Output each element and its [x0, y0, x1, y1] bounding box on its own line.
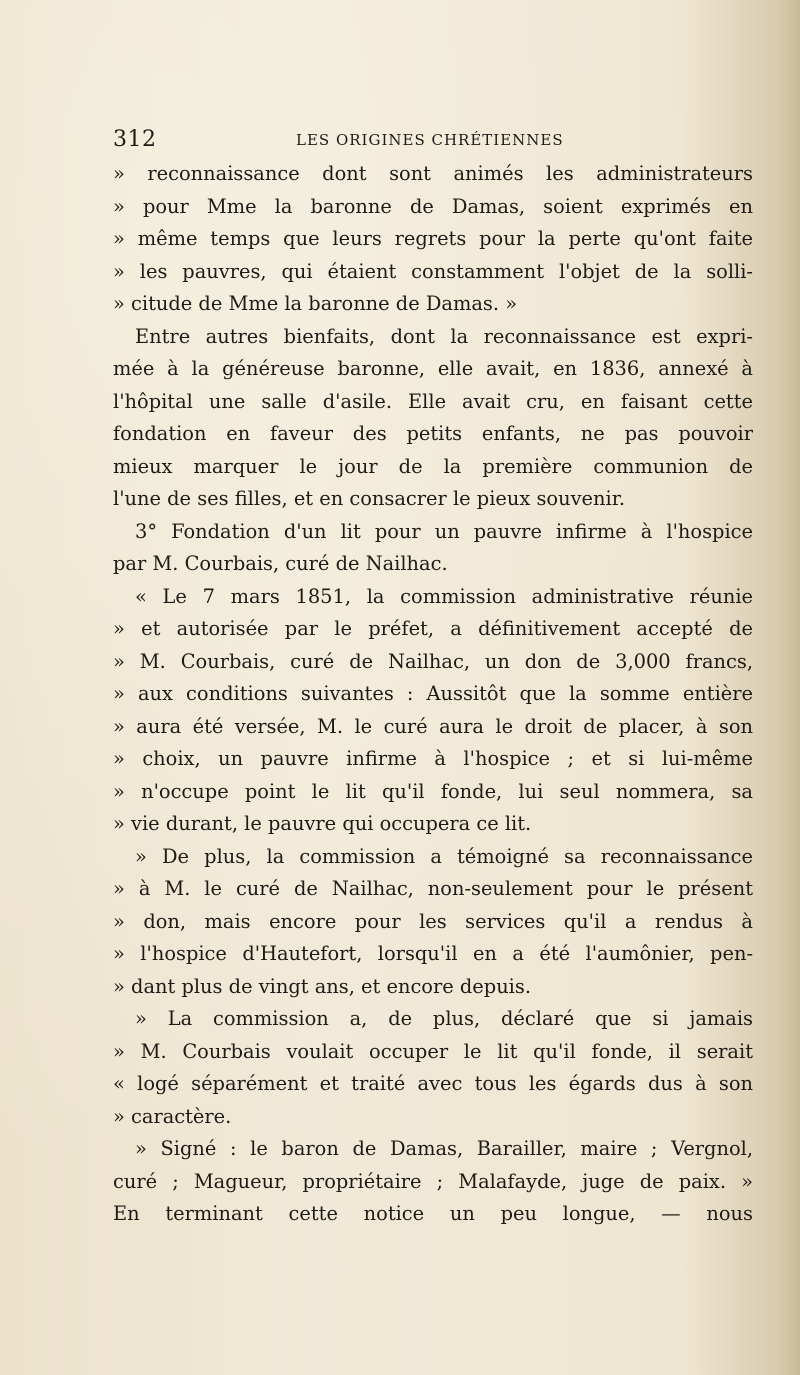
body-text	[113, 158, 753, 1231]
text-line: En terminant cette notice un peu longue, — nous	[113, 1202, 753, 1225]
text-line: » même temps que leurs regrets pour la perte qu'ont faite	[113, 227, 753, 250]
text-line: » Signé : le baron de Damas, Barailler, maire ; Vergnol,	[135, 1137, 753, 1160]
text-line: l'hôpital une salle d'asile. Elle avait cru, en faisant cette	[113, 389, 753, 413]
text-line: l'une de ses filles, et en consacrer le pieux souvenir.	[113, 487, 626, 510]
text-line: » De plus, la commission a témoigné sa reconnaissance	[135, 844, 753, 868]
text-line: » M. Courbais voulait occuper le lit qu'il fonde, il serait	[113, 1039, 753, 1063]
text-line: » dant plus de vingt ans, et encore depuis.	[113, 974, 531, 998]
text-line: » les pauvres, qui étaient constamment l'objet de la solli-	[113, 259, 753, 283]
text-line: « logé séparément et traité avec tous les égards dus à son	[113, 1072, 753, 1095]
text-line: 3° Fondation d'un lit pour un pauvre infirme à l'hospice	[135, 519, 753, 543]
text-line: » pour Mme la baronne de Damas, soient exprimés en	[113, 194, 753, 218]
running-head: LES ORIGINES CHRÉTIENNES	[296, 131, 564, 149]
text-line: curé ; Magueur, propriétaire ; Malafayde, juge de paix. »	[113, 1169, 753, 1193]
text-line: » La commission a, de plus, déclaré que si jamais	[135, 1007, 753, 1030]
text-line: » caractère.	[113, 1104, 232, 1128]
text-line: Entre autres bienfaits, dont la reconnaissance est expri-	[135, 324, 753, 348]
page-header	[113, 127, 753, 153]
text-line: » choix, un pauvre infirme à l'hospice ; et si lui-même	[113, 747, 753, 770]
text-line: » M. Courbais, curé de Nailhac, un don de 3,000 francs,	[113, 649, 753, 673]
text-line: » vie durant, le pauvre qui occupera ce lit.	[113, 812, 532, 835]
text-line: » n'occupe point le lit qu'il fonde, lui seul nommera, sa	[113, 779, 753, 803]
text-line: » et autorisée par le préfet, a définitivement accepté de	[113, 617, 753, 640]
text-line: fondation en faveur des petits enfants, ne pas pouvoir	[113, 422, 753, 445]
text-line: par M. Courbais, curé de Nailhac.	[113, 552, 448, 575]
text-line: mée à la généreuse baronne, elle avait, en 1836, annexé à	[113, 357, 753, 380]
text-line: mieux marquer le jour de la première communion de	[113, 454, 753, 478]
text-line: » aura été versée, M. le curé aura le droit de placer, à son	[113, 714, 753, 738]
text-line: » à M. le curé de Nailhac, non-seulement pour le présent	[113, 877, 753, 900]
text-line: « Le 7 mars 1851, la commission administrative réunie	[135, 584, 753, 608]
text-line: » aux conditions suivantes : Aussitôt que la somme entière	[113, 682, 753, 705]
text-line: » don, mais encore pour les services qu'il a rendus à	[113, 909, 753, 933]
page-number: 312	[113, 127, 157, 152]
text-line: » l'hospice d'Hautefort, lorsqu'il en a été l'aumônier, pen-	[113, 942, 753, 965]
text-line: » citude de Mme la baronne de Damas. »	[113, 292, 518, 315]
text-line: » reconnaissance dont sont animés les administrateurs	[113, 162, 753, 185]
